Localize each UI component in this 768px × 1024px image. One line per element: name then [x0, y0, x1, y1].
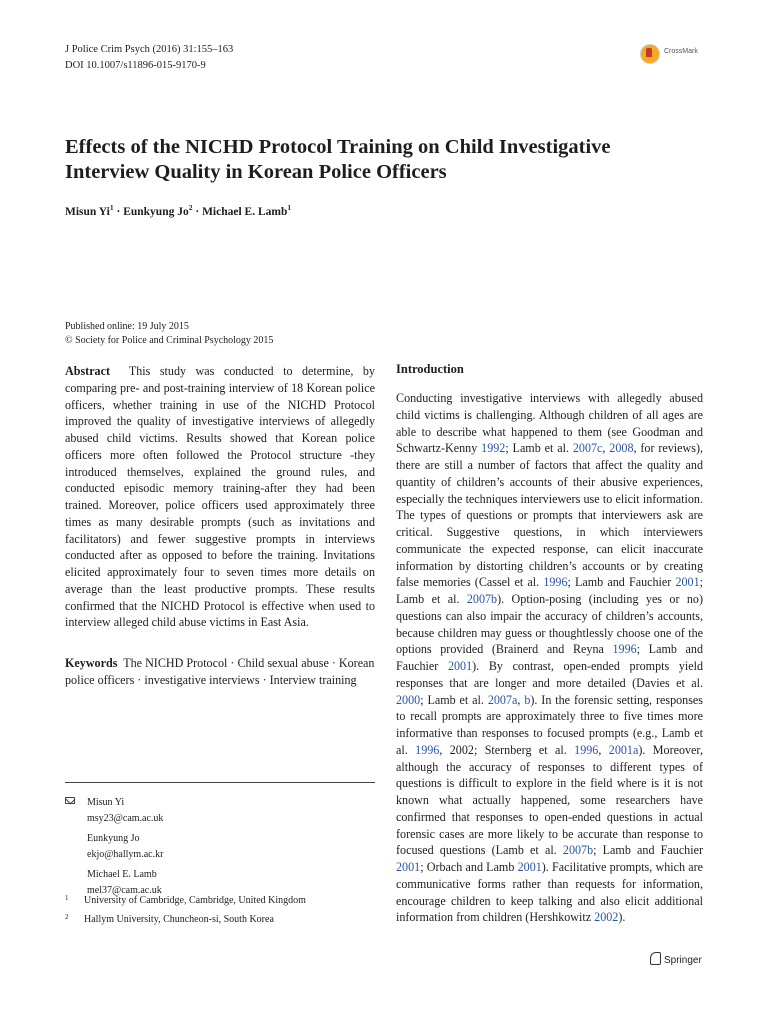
author-name: Misun Yi: [65, 206, 110, 218]
correspondence-block: [65, 795, 163, 898]
footnote-divider: [65, 782, 375, 783]
keywords-text: The NICHD Protocol · Child sexual abuse · Korean police officers · investigative interviews · Interview training: [65, 656, 375, 687]
citation-link[interactable]: 2001: [675, 575, 700, 590]
body-text: ; Lamb et al.: [396, 575, 703, 606]
body-text: ; Lamb and Fauchier: [593, 843, 703, 858]
section-heading-introduction: Introduction: [396, 362, 464, 376]
author-affiliation-mark: 2: [188, 203, 193, 212]
author-email[interactable]: ekjo@hallym.ac.kr: [87, 848, 164, 860]
citation-link[interactable]: 2001: [447, 659, 473, 673]
affiliation: [65, 913, 274, 927]
citation-link[interactable]: 2007a: [487, 692, 518, 707]
publication-info: [65, 320, 273, 348]
published-date: Published online: 19 July 2015: [65, 321, 189, 332]
body-text: ,: [517, 692, 525, 707]
abstract-text: This study was conducted to determine, by comparing pre- and post-training interview of 18 Korean police officers, whether training in use of the NICHD Protocol improved the quality of investigative interviews of allegedly abused child victims. Results showed that Korean police officers more often followed the Protocol structure -they introduced themselves, explained the ground rules, and conducted episodic memory training-after they had been trained. Moreover, police officers used approximately three times as many desirable prompts (such as invitations and facilitators) and fewer suggestive prompts in interviews conducted after as opposed to before the training. Invitations elicited approximately four to seven times more details on average than the least productive prompts. These results confirmed that the NICHD Protocol is effective when used to interview alleged child abuse victims in East Asia.: [65, 364, 375, 630]
citation-link[interactable]: 2001a: [608, 742, 639, 757]
citation-link[interactable]: 2007b: [466, 592, 498, 606]
author-email[interactable]: mel37@cam.ac.uk: [87, 884, 162, 896]
body-text: ; Orbach and Lamb: [420, 860, 518, 874]
citation-link[interactable]: 2000: [396, 692, 421, 707]
body-text: ). By contrast, open-ended prompts yield responses that are longer and more detailed (Davies et al.: [396, 659, 703, 690]
body-text: , for reviews), there are still a number of factors that affect the quality and quantity of children’s accounts of their abusive experiences, especially the techniques interviewers use to elicit information. The types of questions or prompts that interviewers ask are critical. Suggestive questions, in which interviewers communicate the expected response, can elicit inaccurate information by distorting children’s accounts or by creating false memories (Cassel et al.: [396, 441, 703, 590]
author-list: [65, 203, 291, 218]
envelope-icon: [65, 797, 75, 804]
publisher-logo: [650, 952, 702, 966]
abstract: [65, 363, 375, 631]
citation-link[interactable]: 1996: [612, 642, 637, 657]
abstract-label: Abstract: [65, 364, 111, 378]
title-line: Interview Quality in Korean Police Officers: [65, 161, 447, 183]
citation-link[interactable]: 2007c: [572, 441, 603, 456]
author-name: Eunkyung Jo: [123, 206, 189, 218]
author-affiliation-mark: 1: [287, 203, 292, 212]
author-email[interactable]: msy23@cam.ac.uk: [87, 812, 164, 824]
affiliation-text: University of Cambridge, Cambridge, United Kingdom: [84, 895, 306, 906]
citation-link[interactable]: 2002: [594, 910, 619, 925]
citation-link[interactable]: b: [524, 692, 531, 707]
affiliation: [65, 894, 306, 908]
citation-link[interactable]: 2007b: [562, 843, 594, 858]
affiliation-number: 1: [65, 894, 69, 902]
body-text: Conducting investigative interviews with allegedly abused child victims is challenging. Although children of all ages are able to describe what happened to them (see Goodman and Schwartz-Kenny: [396, 391, 703, 456]
author-separator: ·: [192, 206, 203, 218]
author-separator: ·: [113, 206, 124, 218]
keywords: [65, 655, 375, 689]
journal-citation: J Police Crim Psych (2016) 31:155–163: [65, 44, 234, 55]
body-text: ). Facilitative prompts, which are communicative forms rather than requests for information, encourage children to keep talking and also elicit additional information from children (Hershkowitz: [396, 860, 703, 925]
title-line: Effects of the NICHD Protocol Training on Child Investigative: [65, 136, 611, 158]
crossmark-badge[interactable]: [640, 44, 710, 66]
keywords-label: Keywords: [65, 656, 118, 670]
body-text: , 2002; Sternberg et al.: [439, 742, 575, 757]
crossmark-label: CrossMark: [664, 48, 698, 55]
author-name: Michael E. Lamb: [87, 869, 157, 880]
citation-link[interactable]: 2001: [517, 860, 542, 874]
author-name: Michael E. Lamb: [202, 206, 288, 218]
doi[interactable]: DOI 10.1007/s11896-015-9170-9: [65, 60, 206, 71]
body-text: ,: [602, 441, 610, 456]
author-name: Eunkyung Jo: [87, 833, 140, 844]
body-text: ).: [618, 910, 626, 925]
springer-horse-icon: [650, 952, 661, 965]
body-text: ; Lamb and Fauchier: [567, 575, 676, 590]
body-text: ). Moreover, although the accuracy of responses to different types of questions is difficult to explore in the field where is it is not known what actually happened, some researchers have confirmed that responses to open-ended questions in actual forensic cases are more likely to be accurate than response to focused questions (Lamb et al.: [396, 742, 703, 858]
copyright: © Society for Police and Criminal Psychology 2015: [65, 335, 274, 346]
citation-link[interactable]: 1996: [415, 742, 440, 757]
body-text: ; Lamb et al.: [420, 692, 488, 707]
author-affiliation-mark: 1: [109, 203, 114, 212]
citation-link[interactable]: 1996: [574, 742, 599, 757]
body-text: ). In the forensic setting, responses to recall prompts are approximately three to five times more informative than responses to focused prompts (e.g., Lamb et al.: [396, 692, 703, 757]
paper-title: [65, 135, 705, 185]
crossmark-icon: [640, 44, 660, 64]
journal-header: [65, 42, 233, 74]
affiliation-text: Hallym University, Chuncheon-si, South Korea: [84, 914, 274, 925]
citation-link[interactable]: 1996: [543, 575, 568, 590]
body-text: ; Lamb and Fauchier: [396, 642, 703, 673]
body-text: ). Option-posing (including yes or no) questions can also impair the accuracy of children’s accounts, because children may guess or thoughtlessly choose one of the options provided (Brainerd and Reyna: [396, 592, 703, 657]
corresponding-author-name: Misun Yi: [87, 797, 125, 808]
citation-link[interactable]: 1992: [481, 441, 506, 456]
body-text: ,: [598, 742, 609, 757]
publisher-name: Springer: [664, 955, 702, 966]
introduction-body: [396, 390, 703, 926]
citation-link[interactable]: 2008: [609, 441, 634, 456]
citation-link[interactable]: 2001: [396, 860, 421, 874]
affiliation-number: 2: [65, 913, 69, 921]
body-text: ; Lamb et al.: [505, 441, 573, 456]
